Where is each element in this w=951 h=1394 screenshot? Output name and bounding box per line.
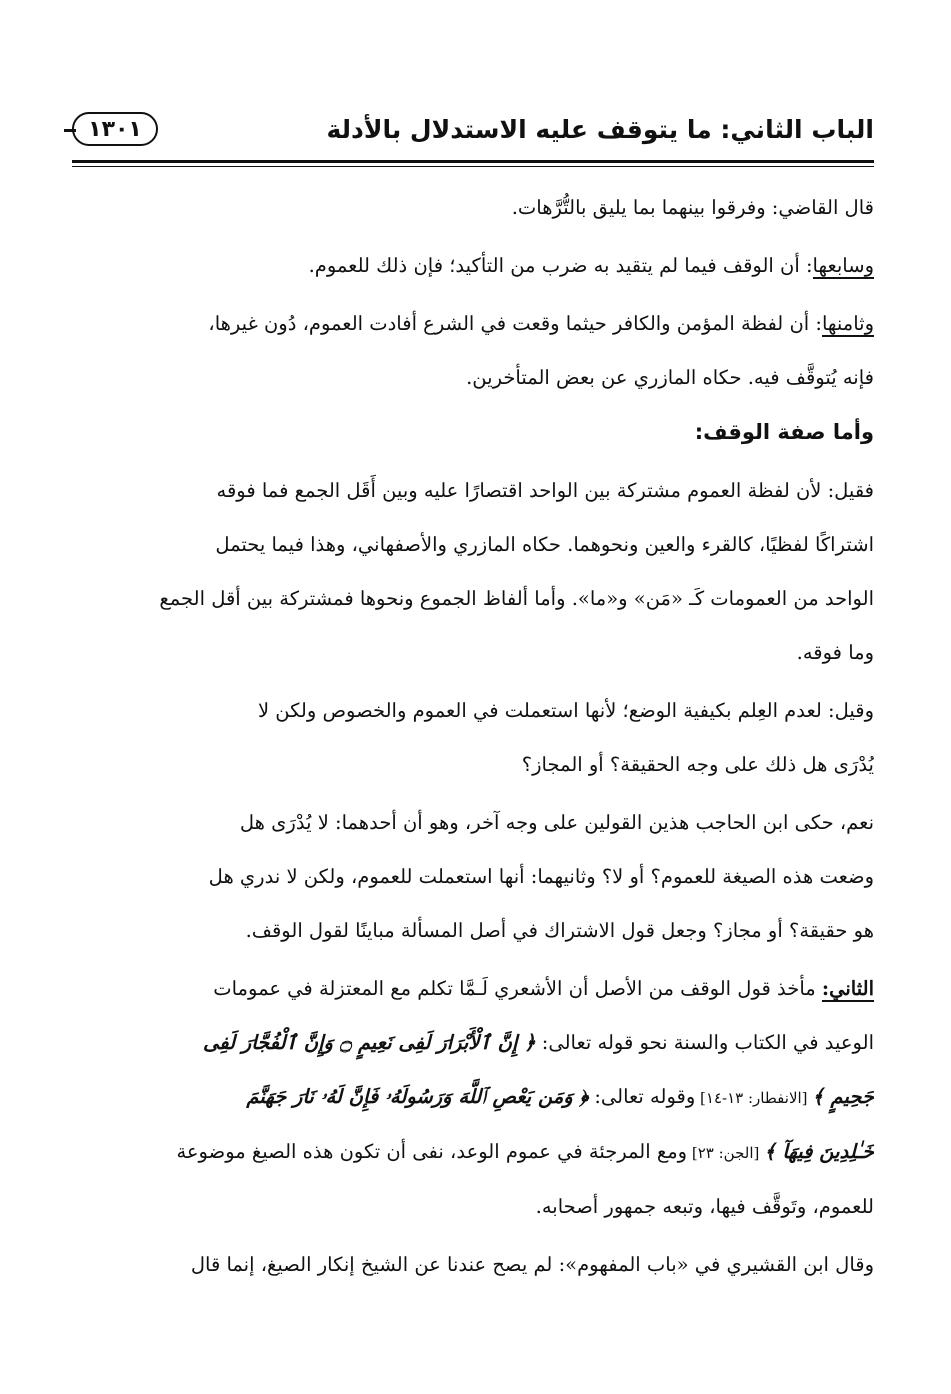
- quran-verse: ﴿ وَمَن يَعْصِ ٱللَّهَ وَرَسُولَهُۥ فَإِنَّ لَهُۥ نَارَ جَهَنَّمَ: [246, 1085, 589, 1108]
- quran-verse: جَحِيمٍ ﴾: [812, 1085, 874, 1108]
- header-divider: [72, 160, 874, 167]
- running-header: [72, 98, 874, 160]
- quran-verse: ﴿ إِنَّ ٱلْأَبْرَارَ لَفِى نَعِيمٍ ۝ وَإِنَّ ٱلْفُجَّارَ لَفِى: [202, 1031, 536, 1054]
- text-line: [72, 1070, 874, 1125]
- text-line: [72, 626, 874, 680]
- text-span: وقال ابن القشيري في «باب المفهوم»: لم يصح عندنا عن الشيخ إنكار الصيغ، إنما قال: [190, 1253, 874, 1276]
- text-span: وما فوقه.: [796, 641, 874, 664]
- text-line: [72, 297, 874, 351]
- chapter-title: الباب الثاني: ما يتوقف عليه الاستدلال بالأدلة: [326, 114, 874, 144]
- text-span: الواحد من العمومات كَـ «مَن» و«ما». وأما ألفاظ الجموع ونحوها فمشتركة بين أقل الجمع: [159, 587, 874, 610]
- text-line: [72, 1016, 874, 1070]
- text-span: اشتراكًا لفظيًا، كالقرء والعين ونحوهما. حكاه المازري والأصفهاني، وهذا فيما يحتمل: [215, 533, 874, 556]
- text-span: وقوله تعالى:: [588, 1085, 696, 1108]
- text-span: فقيل: لأن لفظة العموم مشتركة بين الواحد اقتصارًا عليه وبين أَقَل الجمع فما فوقه: [216, 479, 874, 502]
- text-line: [72, 464, 874, 518]
- text-span: مأخذ قول الوقف من الأصل أن الأشعري لَـمَّا تكلم مع المعتزلة في عمومات: [213, 977, 822, 1000]
- text-span: وقيل: لعدم العِلم بكيفية الوضع؛ لأنها استعملت في العموم والخصوص ولكن لا: [257, 699, 874, 722]
- verse-reference: [الانفطار: ١٣-١٤]: [695, 1089, 813, 1107]
- keyword-underlined: الثاني:: [821, 977, 874, 1000]
- quran-verse: خَـٰلِدِينَ فِيهَآ ﴾: [764, 1140, 874, 1163]
- text-line: [72, 850, 874, 904]
- text-line: [72, 181, 874, 235]
- text-line: [72, 1125, 874, 1180]
- page-number-text: ١٣٠١: [88, 116, 142, 142]
- main-text: [72, 181, 874, 1292]
- text-span: فإنه يُتوقَّف فيه. حكاه المازري عن بعض المتأخرين.: [466, 366, 874, 389]
- text-line: [72, 351, 874, 405]
- book-page: [72, 98, 874, 1378]
- text-line: [72, 239, 874, 293]
- text-line: [72, 572, 874, 626]
- text-span: وضعت هذه الصيغة للعموم؟ أو لا؟ وثانيهما: أنها استعملت للعموم، ولكن لا ندري هل: [208, 865, 874, 888]
- text-line: [72, 518, 874, 572]
- text-line: [72, 405, 874, 460]
- text-line: [72, 1238, 874, 1292]
- text-span: قال القاضي: وفرقوا بينهما بما يليق بالتُّرَّهات.: [511, 196, 874, 219]
- text-span: هو حقيقة؟ أو مجاز؟ وجعل قول الاشتراك في أصل المسألة مباينًا لقول الوقف.: [245, 919, 874, 942]
- text-line: [72, 738, 874, 792]
- text-span: الوعيد في الكتاب والسنة نحو قوله تعالى:: [535, 1031, 874, 1054]
- text-span: نعم، حكى ابن الحاجب هذين القولين على وجه آخر، وهو أن أحدهما: لا يُدْرَى هل: [239, 811, 874, 834]
- keyword-underlined: وثامنها: [821, 312, 874, 335]
- text-span: يُدْرَى هل ذلك على وجه الحقيقة؟ أو المجاز؟: [521, 753, 874, 776]
- keyword-underlined: وسابعها: [812, 254, 874, 277]
- text-line: [72, 1180, 874, 1234]
- text-line: [72, 796, 874, 850]
- section-heading: وأما صفة الوقف:: [694, 420, 874, 444]
- text-span: : أن لفظة المؤمن والكافر حيثما وقعت في الشرع أفادت العموم، دُون غيرها،: [208, 312, 822, 335]
- text-line: [72, 904, 874, 958]
- verse-reference: [الجن: ٢٣]: [687, 1144, 765, 1162]
- text-span: : أن الوقف فيما لم يتقيد به ضرب من التأكيد؛ فإن ذلك للعموم.: [308, 254, 813, 277]
- text-line: [72, 962, 874, 1016]
- text-span: ومع المرجئة في عموم الوعد، نفى أن تكون هذه الصيغ موضوعة: [176, 1140, 688, 1163]
- text-span: للعموم، وتَوقَّف فيها، وتبعه جمهور أصحابه.: [535, 1195, 874, 1218]
- text-line: [72, 684, 874, 738]
- page-number: [72, 112, 158, 146]
